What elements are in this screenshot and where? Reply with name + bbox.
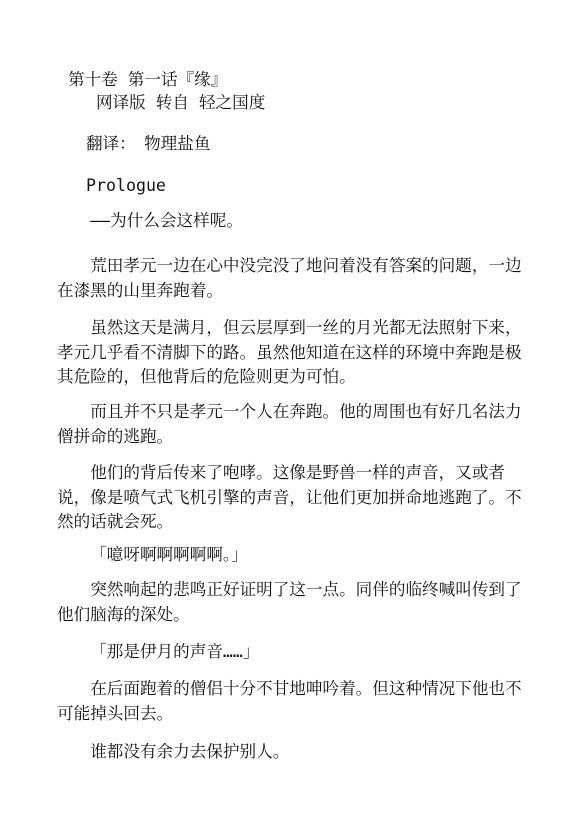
chapter-heading: Prologue <box>86 176 166 195</box>
paragraph: ——为什么会这样呢。 <box>90 211 243 230</box>
paragraph: 「噫呀啊啊啊啊啊。」 <box>90 545 248 564</box>
paragraph: 虽然这天是满月，但云层厚到一丝的月光都无法照射下来，孝元几乎看不清脚下的路。虽然他知道在这样的环境中奔跑是极其危险的，但他背后的危险则更为可怕。 <box>57 318 522 386</box>
source-line: 网译版 转自 轻之国度 <box>96 93 266 112</box>
volume-title: 第十卷 第一话『缘』 <box>68 70 228 89</box>
translator-credit: 翻译： 物理盐鱼 <box>86 134 211 153</box>
paragraph: 他们的背后传来了咆哮。这像是野兽一样的声音，又或者说，像是喷气式飞机引擎的声音，让他们更加拼命地逃跑了。不然的话就会死。 <box>57 463 522 531</box>
paragraph: 在后面跑着的僧侣十分不甘地呻吟着。但这种情况下他也不可能掉头回去。 <box>57 679 522 723</box>
paragraph: 「那是伊月的声音……」 <box>90 642 260 661</box>
paragraph: 谁都没有余力去保护别人。 <box>90 742 290 761</box>
paragraph: 突然响起的悲鸣正好证明了这一点。同伴的临终喊叫传到了他们脑海的深处。 <box>57 580 522 624</box>
paragraph: 而且并不只是孝元一个人在奔跑。他的周围也有好几名法力僧拼命的逃跑。 <box>57 402 522 446</box>
paragraph: 荒田孝元一边在心中没完没了地问着没有答案的问题，一边在漆黑的山里奔跑着。 <box>57 256 522 300</box>
